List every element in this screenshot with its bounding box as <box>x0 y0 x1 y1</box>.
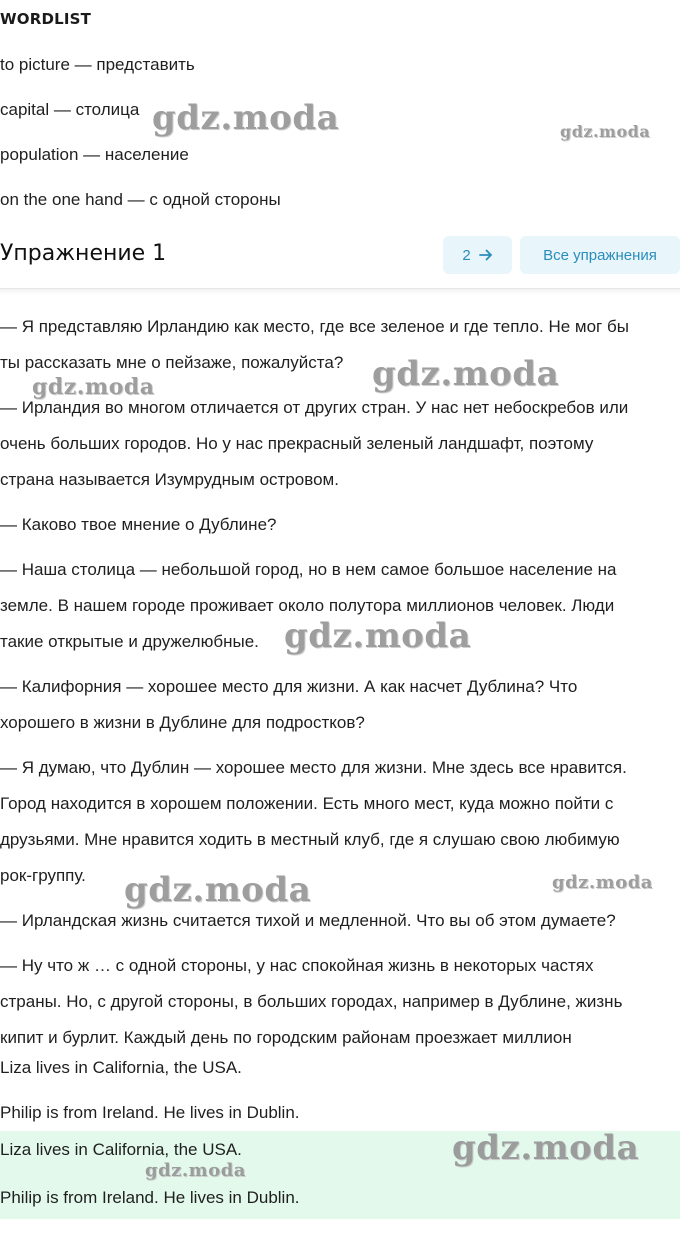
line: кипит и бурлит. Каждый день по городским районам проезжает миллион <box>0 1028 572 1047</box>
next-exercise-label: 2 <box>462 246 471 264</box>
next-exercise-button[interactable] <box>443 236 512 274</box>
watermark: gdz.moda <box>152 98 340 138</box>
line: — Наша столица — небольшой город, но в нем самое большое население на <box>0 560 617 579</box>
watermark: gdz.moda <box>372 354 560 394</box>
answer-line: Philip is from Ireland. He lives in Dublin. <box>0 1188 300 1207</box>
watermark: gdz.moda <box>284 616 472 656</box>
all-exercises-button[interactable]: Все упражнения <box>520 236 680 274</box>
line: земле. В нашем городе проживает около полутора миллионов человек. Люди <box>0 596 615 615</box>
line: — Ирландия во многом отличается от других стран. У нас нет небоскребов или <box>0 398 629 417</box>
watermark: gdz.moda <box>32 374 155 400</box>
line: хорошего в жизни в Дублине для подростков? <box>0 713 365 732</box>
watermark: gdz.moda <box>124 870 312 910</box>
line: — Ну что ж … с одной стороны, у нас спокойная жизнь в некоторых частях <box>0 956 594 975</box>
line: Город находится в хорошем положении. Есть много мест, куда можно пойти с <box>0 794 614 813</box>
paragraph <box>0 507 680 543</box>
line: друзьями. Мне нравится ходить в местный клуб, где я слушаю свою любимую <box>0 830 620 849</box>
watermark: gdz.moda <box>552 872 653 893</box>
watermark: gdz.moda <box>452 1128 640 1168</box>
answer-line: Philip is from Ireland. He lives in Dublin. <box>0 1103 300 1122</box>
word-item: on the one hand — с одной стороны <box>0 190 281 209</box>
paragraph <box>0 948 680 1056</box>
line: — Я думаю, что Дублин — хорошее место для жизни. Мне здесь все нравится. <box>0 758 627 777</box>
line: рок-группу. <box>0 866 86 885</box>
line: — Я представляю Ирландию как место, где все зеленое и где тепло. Не мог бы <box>0 317 629 336</box>
line: — Ирландская жизнь считается тихой и медленной. Что вы об этом думаете? <box>0 911 616 930</box>
wordlist-heading: WORDLIST <box>0 10 92 28</box>
answer-line: Liza lives in California, the USA. <box>0 1058 242 1077</box>
paragraph <box>0 669 680 741</box>
watermark: gdz.moda <box>145 1160 246 1181</box>
line: очень больших городов. Но у нас прекрасный зеленый ландшафт, поэтому <box>0 434 594 453</box>
divider <box>0 288 680 295</box>
line: ты рассказать мне о пейзаже, пожалуйста? <box>0 353 344 372</box>
word-item: capital — столица <box>0 100 140 119</box>
paragraph <box>0 309 680 381</box>
paragraph <box>0 903 680 939</box>
line: страны. Но, с другой стороны, в больших городах, например в Дублине, жизнь <box>0 992 623 1011</box>
word-item: population — население <box>0 145 189 164</box>
line: такие открытые и дружелюбные. <box>0 632 259 651</box>
answer-line: Liza lives in California, the USA. <box>0 1140 242 1159</box>
line: — Калифорния — хорошее место для жизни. А как насчет Дублина? Что <box>0 677 578 696</box>
word-item: to picture — представить <box>0 55 195 74</box>
line: — Каково твое мнение о Дублине? <box>0 515 277 534</box>
paragraph <box>0 390 680 498</box>
watermark: gdz.moda <box>560 122 651 141</box>
line: страна называется Изумрудным островом. <box>0 470 339 489</box>
exercise-title: Упражнение 1 <box>0 241 167 266</box>
arrow-right-icon <box>479 249 493 261</box>
